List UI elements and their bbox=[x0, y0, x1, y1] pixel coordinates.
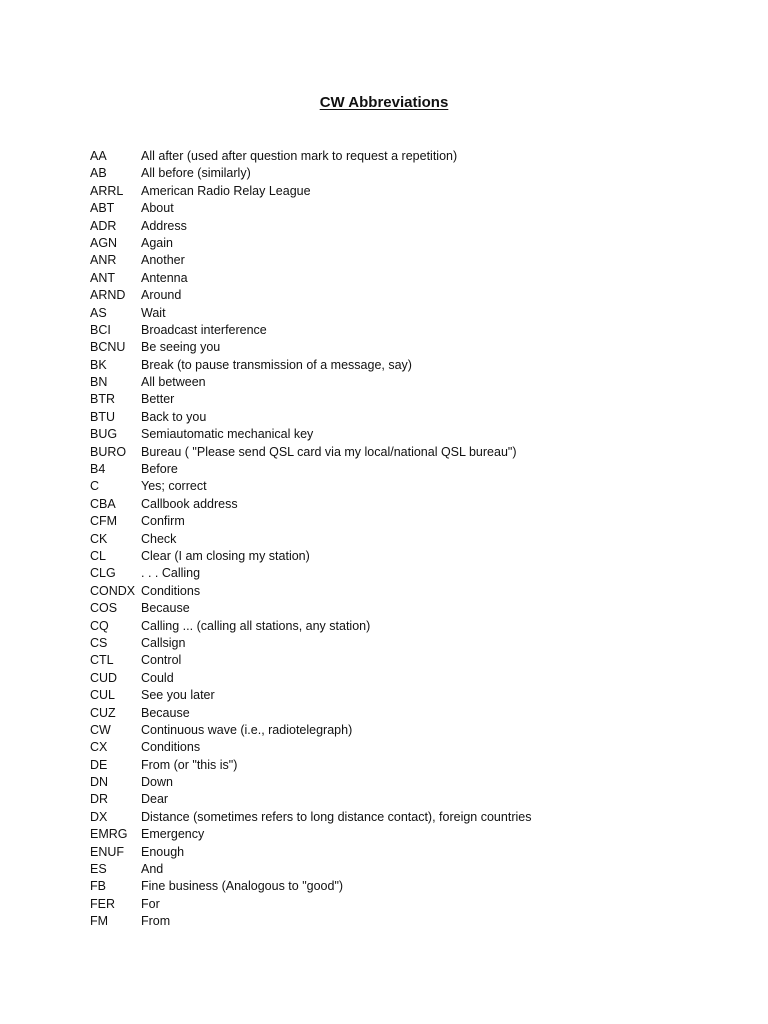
abbreviation-meaning: Semiautomatic mechanical key bbox=[141, 427, 314, 442]
list-item bbox=[90, 774, 730, 791]
abbreviation-code: BTR bbox=[90, 392, 115, 407]
abbreviation-meaning: Before bbox=[141, 462, 178, 477]
list-item bbox=[90, 844, 730, 861]
abbreviation-code: BTU bbox=[90, 409, 115, 424]
abbreviation-meaning: Clear (I am closing my station) bbox=[141, 548, 310, 563]
abbreviation-code: FER bbox=[90, 896, 115, 911]
list-item bbox=[90, 826, 730, 843]
list-item bbox=[90, 913, 730, 930]
list-item bbox=[90, 722, 730, 739]
abbreviation-meaning: Could bbox=[141, 670, 174, 685]
abbreviation-meaning: Yes; correct bbox=[141, 479, 207, 494]
list-item bbox=[90, 531, 730, 548]
abbreviation-code: ADR bbox=[90, 218, 117, 233]
abbreviation-code: ANR bbox=[90, 253, 117, 268]
list-item bbox=[90, 218, 730, 235]
abbreviation-code: ARRL bbox=[90, 183, 124, 198]
abbreviation-meaning: Because bbox=[141, 705, 190, 720]
abbreviation-code: BCI bbox=[90, 322, 111, 337]
abbreviation-code: AS bbox=[90, 305, 107, 320]
list-item bbox=[90, 496, 730, 513]
abbreviation-code: CONDX bbox=[90, 583, 136, 598]
abbreviation-meaning: All between bbox=[141, 375, 206, 390]
abbreviation-meaning: Calling ... (calling all stations, any station) bbox=[141, 618, 371, 633]
list-item bbox=[90, 409, 730, 426]
list-item bbox=[90, 791, 730, 808]
abbreviation-meaning: For bbox=[141, 896, 160, 911]
abbreviation-code: CUZ bbox=[90, 705, 116, 720]
abbreviation-code: CW bbox=[90, 722, 111, 737]
abbreviation-code: AA bbox=[90, 149, 107, 163]
list-item bbox=[90, 270, 730, 287]
list-item bbox=[90, 322, 730, 339]
abbreviation-meaning: Again bbox=[141, 235, 173, 250]
abbreviation-meaning: Bureau ( "Please send QSL card via my local/national QSL bureau") bbox=[141, 444, 517, 459]
abbreviation-meaning: Broadcast interference bbox=[141, 322, 267, 337]
abbreviation-code: ARND bbox=[90, 288, 126, 303]
list-item bbox=[90, 391, 730, 408]
abbreviation-code: C bbox=[90, 479, 100, 494]
abbreviation-meaning: See you later bbox=[141, 688, 215, 703]
list-item bbox=[90, 652, 730, 669]
abbreviation-code: BUG bbox=[90, 427, 118, 442]
abbreviation-code: DE bbox=[90, 757, 108, 772]
abbreviation-meaning: Another bbox=[141, 253, 185, 268]
list-item bbox=[90, 861, 730, 878]
abbreviation-code: CLG bbox=[90, 566, 116, 581]
abbreviation-code: BURO bbox=[90, 444, 127, 459]
list-item bbox=[90, 878, 730, 895]
abbreviation-code: CUL bbox=[90, 688, 116, 703]
abbreviation-code: BN bbox=[90, 375, 108, 390]
abbreviation-meaning: Around bbox=[141, 288, 182, 303]
abbreviation-meaning: Distance (sometimes refers to long distance contact), foreign countries bbox=[141, 809, 532, 824]
abbreviation-meaning: Continuous wave (i.e., radiotelegraph) bbox=[141, 722, 353, 737]
abbreviation-code: BCNU bbox=[90, 340, 126, 355]
abbreviation-code: CBA bbox=[90, 496, 116, 511]
abbreviation-code: DX bbox=[90, 809, 108, 824]
abbreviation-code: CTL bbox=[90, 653, 114, 668]
list-item bbox=[90, 183, 730, 200]
abbreviation-code: AB bbox=[90, 166, 107, 181]
abbreviation-list bbox=[90, 148, 730, 931]
abbreviation-code: BK bbox=[90, 357, 107, 372]
list-item bbox=[90, 478, 730, 495]
abbreviation-meaning: All after (used after question mark to request a repetition) bbox=[141, 149, 458, 163]
list-item bbox=[90, 687, 730, 704]
list-item bbox=[90, 357, 730, 374]
abbreviation-code: AGN bbox=[90, 235, 118, 250]
abbreviation-code: CK bbox=[90, 531, 108, 546]
list-item bbox=[90, 252, 730, 269]
list-item bbox=[90, 339, 730, 356]
list-item bbox=[90, 148, 730, 165]
abbreviation-code: DR bbox=[90, 792, 109, 807]
list-item bbox=[90, 809, 730, 826]
abbreviation-meaning: Confirm bbox=[141, 514, 185, 529]
abbreviation-code: ABT bbox=[90, 201, 115, 216]
abbreviation-code: COS bbox=[90, 601, 118, 616]
list-item bbox=[90, 583, 730, 600]
abbreviation-code: B4 bbox=[90, 462, 106, 477]
abbreviation-meaning: From (or "this is") bbox=[141, 757, 238, 772]
abbreviation-code: CS bbox=[90, 635, 108, 650]
abbreviation-code: FM bbox=[90, 914, 109, 929]
list-item bbox=[90, 374, 730, 391]
abbreviation-meaning: Conditions bbox=[141, 740, 201, 755]
abbreviation-code: CQ bbox=[90, 618, 109, 633]
abbreviation-meaning: Be seeing you bbox=[141, 340, 221, 355]
page-title bbox=[0, 92, 768, 114]
abbreviation-code: CL bbox=[90, 548, 106, 563]
abbreviation-code: CUD bbox=[90, 670, 118, 685]
abbreviation-meaning: Enough bbox=[141, 844, 185, 859]
abbreviation-meaning: Better bbox=[141, 392, 175, 407]
abbreviation-meaning: Control bbox=[141, 653, 182, 668]
list-item bbox=[90, 600, 730, 617]
list-item bbox=[90, 635, 730, 652]
abbreviation-code: CFM bbox=[90, 514, 118, 529]
abbreviation-meaning: Wait bbox=[141, 305, 166, 320]
list-item bbox=[90, 705, 730, 722]
abbreviation-code: ENUF bbox=[90, 844, 125, 859]
abbreviation-code: EMRG bbox=[90, 827, 128, 842]
list-item bbox=[90, 513, 730, 530]
abbreviation-meaning: Emergency bbox=[141, 827, 205, 842]
list-item bbox=[90, 565, 730, 582]
abbreviation-meaning: Back to you bbox=[141, 409, 207, 424]
list-item bbox=[90, 444, 730, 461]
list-item bbox=[90, 200, 730, 217]
abbreviation-code: ANT bbox=[90, 270, 115, 285]
abbreviation-meaning: Down bbox=[141, 775, 173, 790]
list-item bbox=[90, 235, 730, 252]
list-item bbox=[90, 896, 730, 913]
abbreviation-meaning: Conditions bbox=[141, 583, 201, 598]
abbreviation-meaning: All before (similarly) bbox=[141, 166, 251, 181]
page-title-text: CW Abbreviations bbox=[319, 94, 449, 111]
abbreviation-meaning: About bbox=[141, 201, 174, 216]
abbreviation-meaning: Fine business (Analogous to "good") bbox=[141, 879, 344, 894]
abbreviation-meaning: Break (to pause transmission of a message, say) bbox=[141, 357, 412, 372]
abbreviation-meaning: Dear bbox=[141, 792, 169, 807]
abbreviation-meaning: . . . Calling bbox=[141, 566, 201, 581]
list-item bbox=[90, 461, 730, 478]
abbreviation-meaning: Antenna bbox=[141, 270, 188, 285]
list-item bbox=[90, 165, 730, 182]
abbreviation-meaning: Callbook address bbox=[141, 496, 238, 511]
list-item bbox=[90, 287, 730, 304]
abbreviation-meaning: Because bbox=[141, 601, 190, 616]
abbreviation-meaning: Address bbox=[141, 218, 187, 233]
list-item bbox=[90, 757, 730, 774]
abbreviation-meaning: From bbox=[141, 914, 171, 929]
list-item bbox=[90, 739, 730, 756]
abbreviation-meaning: Callsign bbox=[141, 635, 186, 650]
list-item bbox=[90, 305, 730, 322]
list-item bbox=[90, 426, 730, 443]
abbreviation-code: ES bbox=[90, 862, 107, 877]
list-item bbox=[90, 670, 730, 687]
abbreviation-meaning: American Radio Relay League bbox=[141, 183, 311, 198]
abbreviation-meaning: Check bbox=[141, 531, 177, 546]
abbreviation-meaning: And bbox=[141, 862, 164, 877]
abbreviation-code: DN bbox=[90, 775, 109, 790]
abbreviation-code: FB bbox=[90, 879, 106, 894]
list-item bbox=[90, 548, 730, 565]
abbreviation-code: CX bbox=[90, 740, 108, 755]
list-item bbox=[90, 618, 730, 635]
